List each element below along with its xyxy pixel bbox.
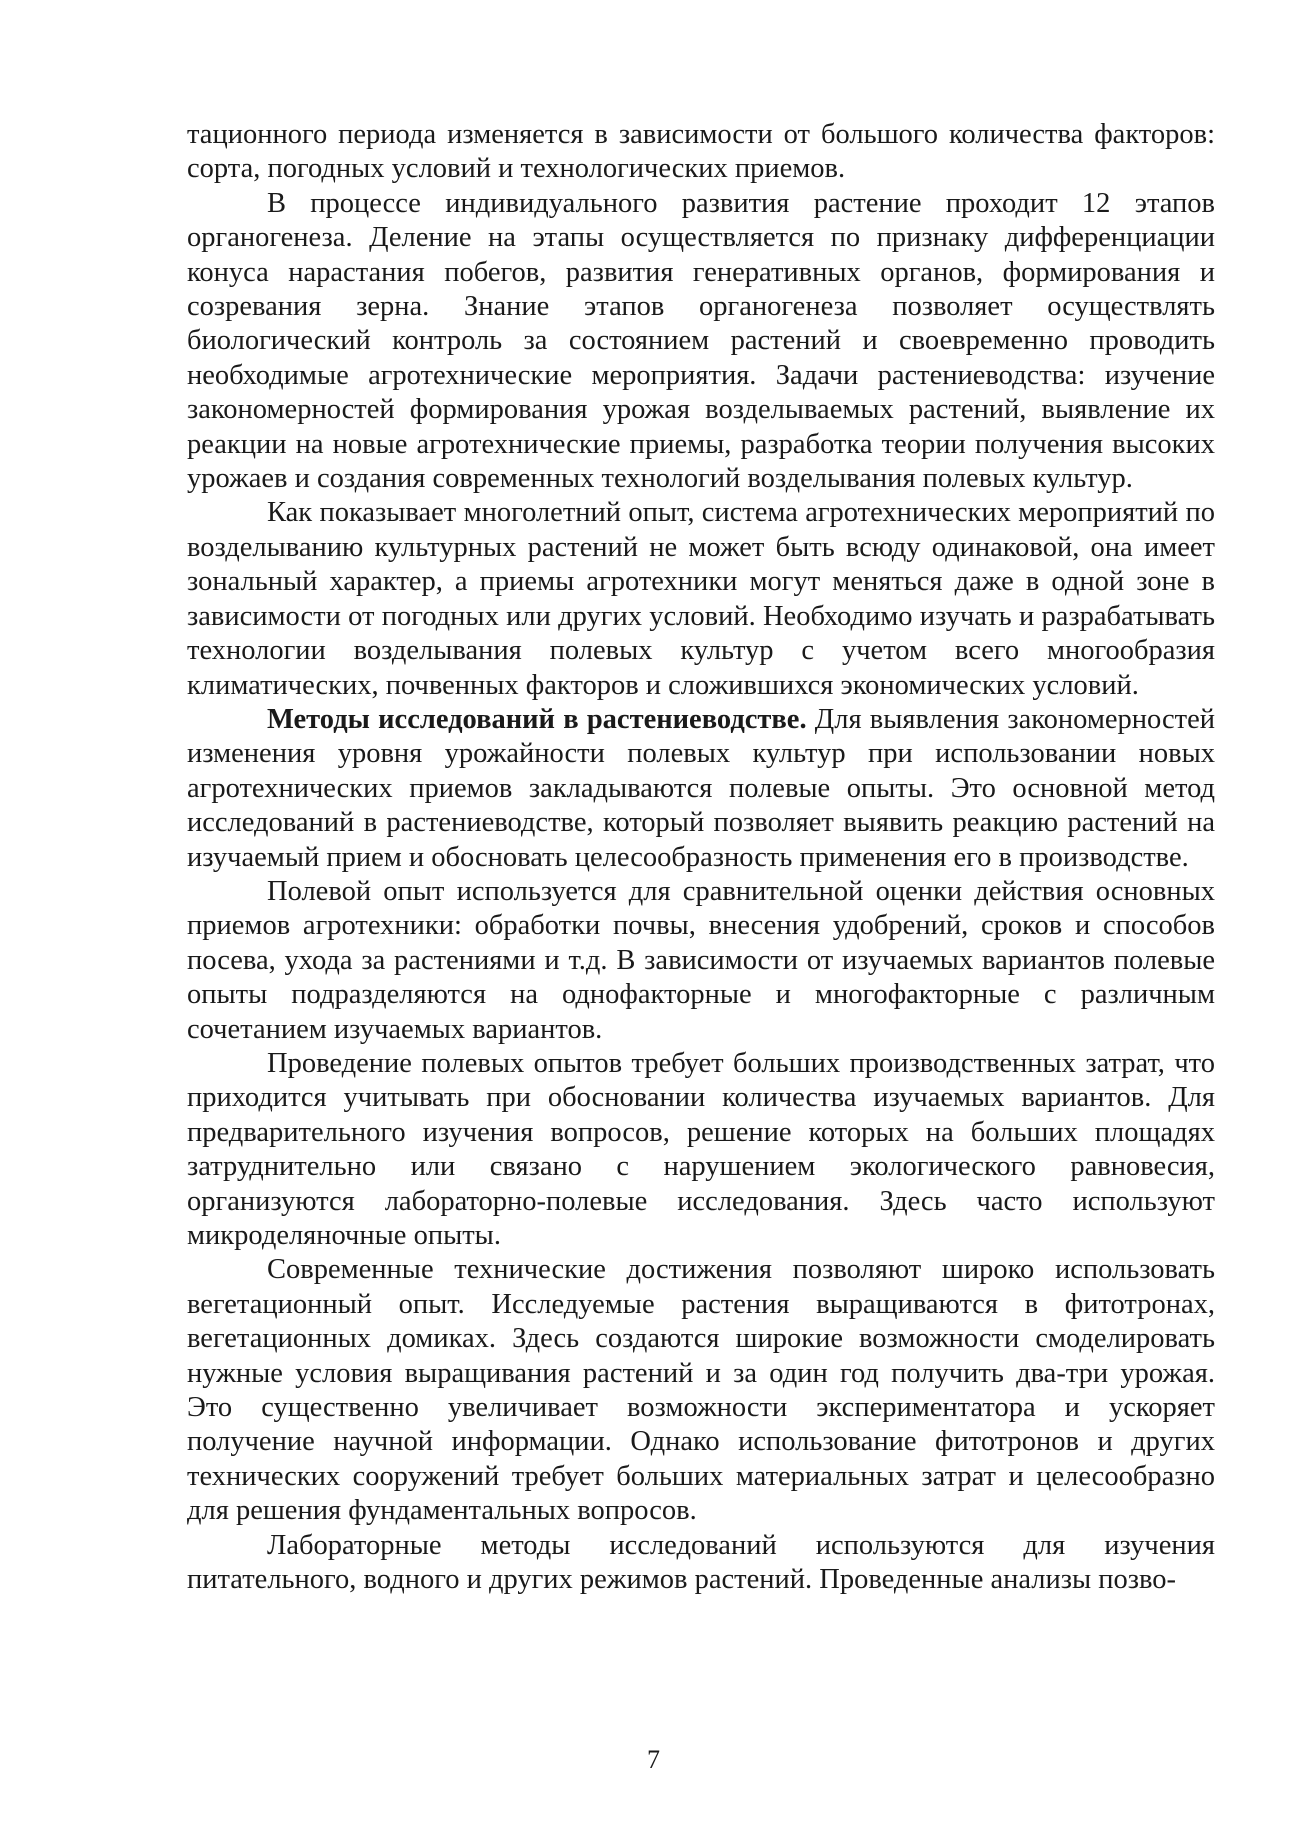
paragraph-text: Как показывает многолетний опыт, система агротехнических мероприятий по возделыванию культурных растений не может быть всюду одинаковой, она имеет зональный характер, а приемы агротехники могут меняться даже в одной зоне в зависимости от погодных или других условий. Необходимо изучать и разрабатывать технологии возделывания полевых культур с учетом всего многообразия климатических, почвенных факторов и сложившихся экономических условий. <box>187 497 1215 701</box>
page-number: 7 <box>647 1745 660 1774</box>
paragraph-continuation <box>187 118 1215 187</box>
paragraph-vegetation-experiment <box>187 1253 1215 1528</box>
paragraph-text: Полевой опыт используется для сравнительной оценки действия основных приемов агротехники: обработки почвы, внесения удобрений, сроков и способов посева, ухода за растениями и т.д. В зависимости от изучаемых вариантов полевые опыты подразделяются на однофакторные и многофакторные с различным сочетанием изучаемых вариантов. <box>187 875 1215 1045</box>
paragraph-laboratory-methods <box>187 1529 1215 1598</box>
paragraph-text: В процессе индивидуального развития растение проходит 12 этапов органогенеза. Деление на этапы осуществляется по признаку дифференциации конуса нарастания побегов, развития генеративных органов, формирования и созревания зерна. Знание этапов органогенеза позволяет осуществлять биологический контроль за состоянием растений и своевременно проводить необходимые агротехнические мероприятия. Задачи растениеводства: изучение закономерностей формирования урожая возделываемых растений, выявление их реакции на новые агротехнические приемы, разработка теории получения высоких урожаев и создания современных технологий возделывания полевых культур. <box>187 187 1215 495</box>
paragraph-field-costs <box>187 1047 1215 1253</box>
paragraph-text: тационного периода изменяется в зависимости от большого количества факторов: сорта, погодных условий и технологических приемов. <box>187 119 1215 185</box>
paragraph-text: Лабораторные методы исследований используются для изучения питательного, водного и других режимов растений. Проведенные анализы позво- <box>187 1529 1215 1596</box>
page-body <box>187 118 1215 1597</box>
paragraph-agrotechnics <box>187 496 1215 702</box>
paragraph-text: Для выявления закономерностей изменения уровня урожайности полевых культур при использовании новых агротехнических приемов закладываются полевые опыты. Это основной метод исследований в растениеводстве, который позволяет выявить реакцию растений на изучаемый прием и обосновать целесообразность применения его в производстве. <box>187 703 1215 873</box>
paragraph-field-experiment <box>187 875 1215 1047</box>
paragraph-organogenesis <box>187 187 1215 497</box>
paragraph-text: Современные технические достижения позволяют широко использовать вегетационный опыт. Исследуемые растения выращиваются в фитотронах, вегетационных домиках. Здесь создаются широкие возможности смоделировать нужные условия выращивания растений и за один год получить два-три урожая. Это существенно увеличивает возможности экспериментатора и ускоряет получение научной информации. Однако использование фитотронов и других технических сооружений требует больших материальных затрат и целесообразно для решения фундаментальных вопросов. <box>187 1254 1215 1527</box>
paragraph-text: Проведение полевых опытов требует больших производственных затрат, что приходится учитывать при обосновании количества изучаемых вариантов. Для предварительного изучения вопросов, решение которых на больших площадях затруднительно или связано с нарушением экологического равновесия, организуются лабораторно-полевые исследования. Здесь часто используют микроделяночные опыты. <box>187 1047 1215 1251</box>
section-heading: Методы исследований в растениеводстве. <box>267 703 807 735</box>
paragraph-research-methods <box>187 703 1215 875</box>
